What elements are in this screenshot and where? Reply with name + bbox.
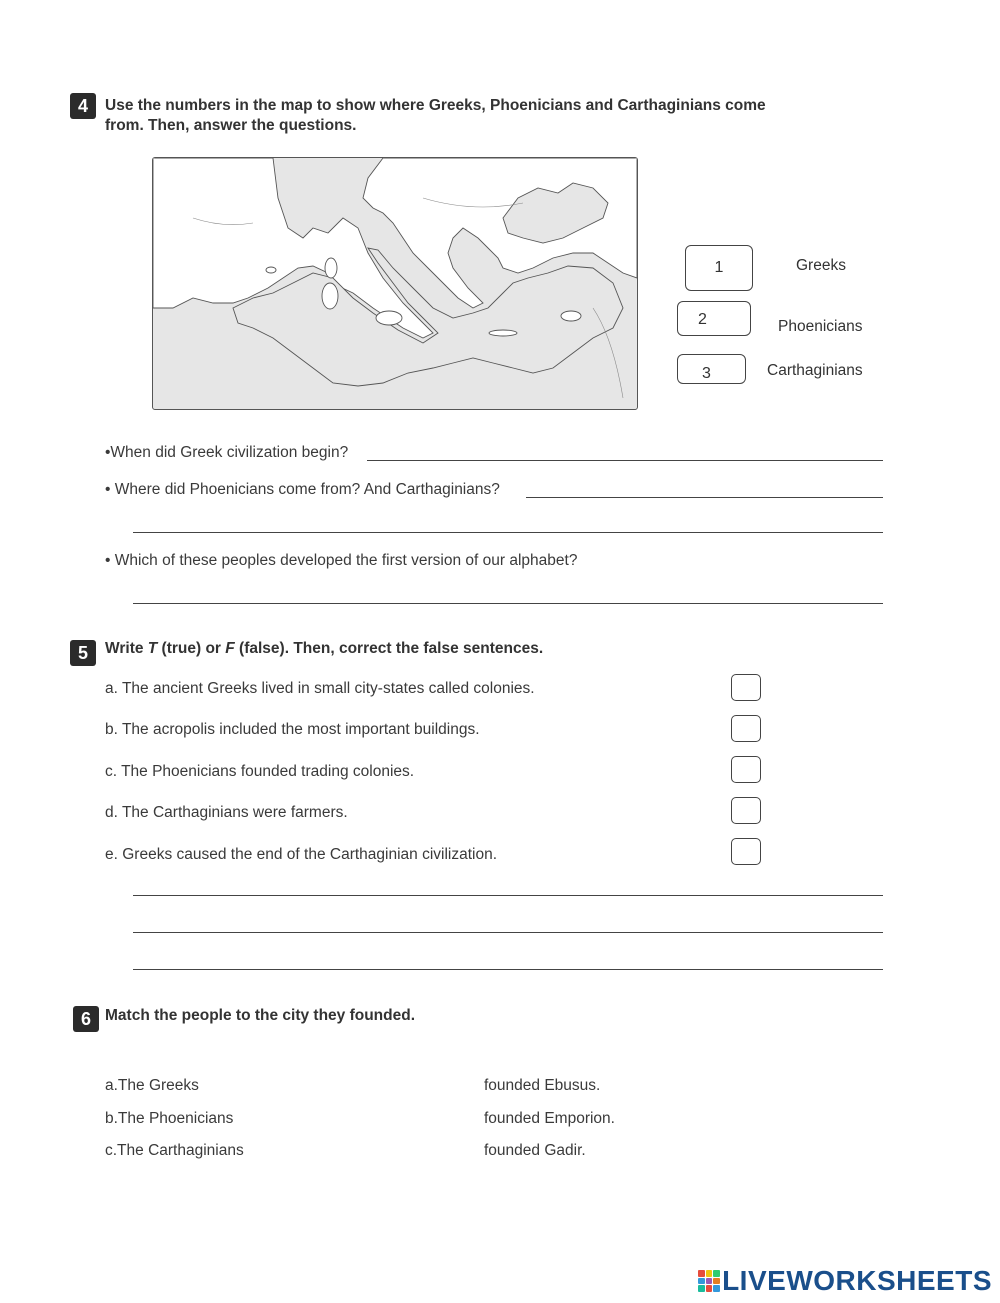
- match-people-a[interactable]: a.The Greeks: [105, 1077, 199, 1094]
- map-island-balearic: [266, 267, 276, 273]
- correction-line-3[interactable]: [133, 969, 883, 970]
- exercise-6-number: 6: [73, 1006, 99, 1032]
- statement-a: a. The ancient Greeks lived in small city-states called colonies.: [105, 680, 535, 697]
- exercise-5-instruction-suffix: (false). Then, correct the false sentences.: [234, 640, 544, 657]
- match-city-gadir[interactable]: founded Gadir.: [484, 1142, 586, 1159]
- match-people-c[interactable]: c.The Carthaginians: [105, 1142, 244, 1159]
- match-city-ebusus[interactable]: founded Ebusus.: [484, 1077, 601, 1094]
- question-origin: • Where did Phoenicians come from? And Carthaginians?: [105, 481, 500, 498]
- statement-b: b. The acropolis included the most important buildings.: [105, 721, 480, 738]
- tf-box-e[interactable]: [731, 838, 761, 865]
- correction-line-2[interactable]: [133, 932, 883, 933]
- legend-box-1[interactable]: 1: [685, 245, 753, 291]
- answer-line-q1[interactable]: [367, 460, 883, 461]
- mediterranean-map: [152, 157, 638, 410]
- match-people-b[interactable]: b.The Phoenicians: [105, 1110, 234, 1127]
- tf-box-c[interactable]: [731, 756, 761, 783]
- answer-line-q2a[interactable]: [526, 497, 883, 498]
- statement-c: c. The Phoenicians founded trading colonies.: [105, 763, 415, 780]
- statement-d: d. The Carthaginians were farmers.: [105, 804, 348, 821]
- question-alphabet: • Which of these peoples developed the first version of our alphabet?: [105, 552, 578, 569]
- tf-box-a[interactable]: [731, 674, 761, 701]
- map-island-crete: [489, 330, 517, 336]
- statement-e: e. Greeks caused the end of the Carthaginian civilization.: [105, 846, 498, 863]
- map-island-sicily: [376, 311, 402, 325]
- exercise-5-instruction-t: T: [147, 640, 158, 657]
- map-island-cyprus: [561, 311, 581, 321]
- map-island-sardinia: [322, 283, 338, 309]
- exercise-4-instruction: [105, 96, 766, 136]
- answer-line-q3[interactable]: [133, 603, 883, 604]
- legend-label-carthaginians: Carthaginians: [767, 362, 863, 379]
- liveworksheets-wordmark: LIVEWORKSHEETS: [722, 1265, 992, 1296]
- map-drawing: [153, 158, 637, 409]
- tf-box-d[interactable]: [731, 797, 761, 824]
- legend-label-greeks: Greeks: [796, 257, 846, 274]
- correction-line-1[interactable]: [133, 895, 883, 896]
- exercise-5-instruction: [105, 639, 543, 659]
- exercise-5-instruction-f: F: [225, 640, 235, 657]
- exercise-5-instruction-mid: (true) or: [157, 640, 226, 657]
- exercise-4-instruction-line2: from. Then, answer the questions.: [105, 117, 357, 134]
- map-island-corsica: [325, 258, 337, 278]
- exercise-5-instruction-prefix: Write: [105, 640, 148, 657]
- liveworksheets-brand[interactable]: [698, 1265, 992, 1297]
- exercise-4-number: 4: [70, 93, 96, 119]
- legend-box-3[interactable]: 3: [677, 354, 746, 384]
- legend-box-2[interactable]: 2: [677, 301, 751, 336]
- match-city-emporion[interactable]: founded Emporion.: [484, 1110, 615, 1127]
- exercise-6-instruction: Match the people to the city they founded.: [105, 1007, 416, 1024]
- tf-box-b[interactable]: [731, 715, 761, 742]
- exercise-4-instruction-line1: Use the numbers in the map to show where Greeks, Phoenicians and Carthaginians come: [105, 97, 766, 114]
- exercise-5-number: 5: [70, 640, 96, 666]
- question-greek-civilization: •When did Greek civilization begin?: [105, 444, 349, 461]
- liveworksheets-logo-icon: [698, 1270, 720, 1292]
- legend-label-phoenicians: Phoenicians: [778, 318, 863, 335]
- answer-line-q2b[interactable]: [133, 532, 883, 533]
